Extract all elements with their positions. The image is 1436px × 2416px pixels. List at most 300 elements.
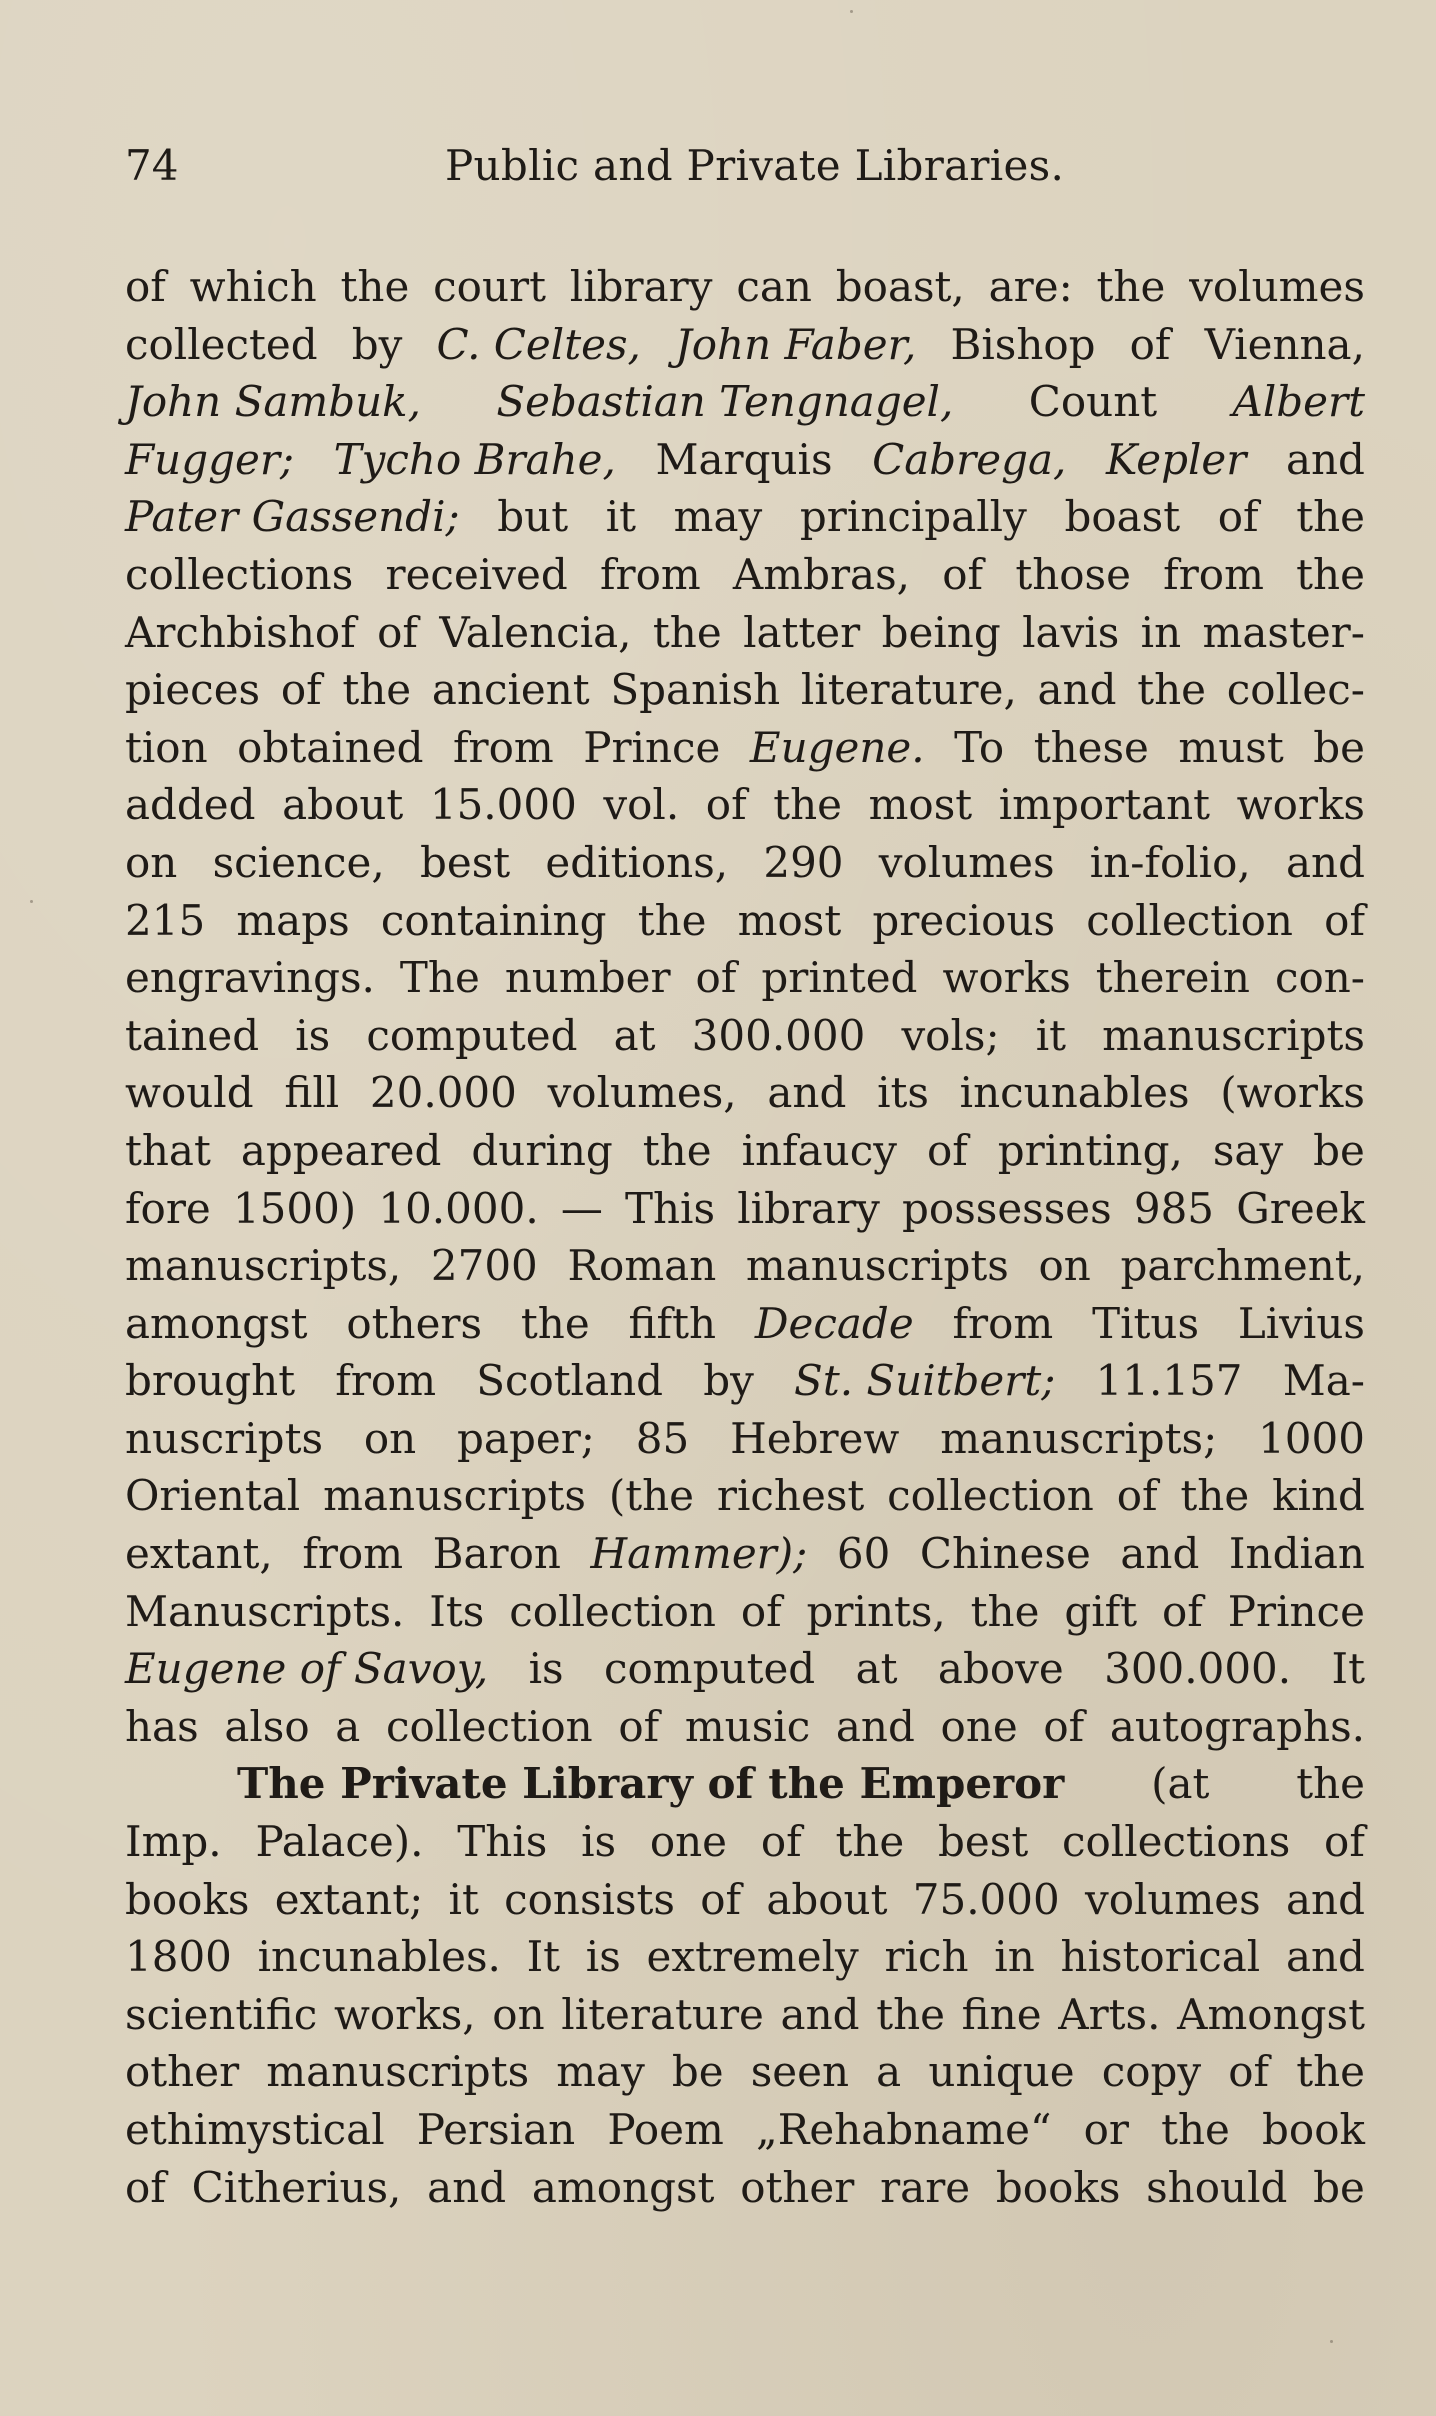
word: the	[773, 780, 842, 830]
text-line	[125, 258, 1365, 316]
word: 2700	[430, 1241, 538, 1291]
word: most	[737, 895, 842, 945]
word: scientific	[125, 1989, 318, 2039]
word: brought	[125, 1356, 296, 1406]
word: and	[780, 1989, 860, 2039]
word: tained	[125, 1010, 260, 1060]
word: paper;	[457, 1413, 595, 1463]
word: and	[1285, 434, 1365, 484]
word: of	[1129, 319, 1171, 369]
word: in-folio,	[1089, 837, 1251, 887]
word: The	[399, 953, 480, 1003]
word: and	[1285, 837, 1365, 887]
word: fifth	[628, 1298, 717, 1348]
word: of	[125, 2162, 166, 2212]
paper-speck	[1330, 2340, 1333, 2343]
page-header	[125, 136, 1365, 196]
word: of	[1324, 895, 1365, 945]
word: has	[125, 1701, 199, 1751]
text-line	[125, 1467, 1365, 1525]
word: collection	[887, 1471, 1094, 1521]
word: boast	[1064, 492, 1181, 542]
word: those	[1015, 549, 1131, 599]
text-line	[125, 546, 1365, 604]
word: and	[835, 1701, 915, 1751]
word: This	[457, 1817, 548, 1867]
word: amongst	[531, 2162, 715, 2212]
text-line	[125, 2043, 1365, 2101]
word: computed	[366, 1010, 578, 1060]
word: Marquis	[655, 434, 833, 484]
word: and	[1120, 1529, 1200, 1579]
word: library	[569, 262, 713, 311]
word: 1500)	[232, 1183, 357, 1233]
word: 15.000	[429, 780, 577, 830]
italic-word: Tycho Brahe,	[333, 434, 616, 484]
text-line	[125, 661, 1365, 719]
word: tion	[125, 722, 208, 772]
text-line	[125, 2159, 1365, 2217]
word: To	[954, 722, 1005, 772]
word: would	[125, 1068, 254, 1118]
word: from	[335, 1356, 437, 1406]
word: Ambras,	[732, 549, 910, 599]
word: obtained	[237, 722, 424, 772]
word: incunables.	[257, 1932, 501, 1982]
word: of	[760, 1817, 802, 1867]
word: from	[599, 549, 701, 599]
word: and	[427, 2162, 507, 2212]
word: received	[385, 549, 568, 599]
word: extant;	[274, 1874, 424, 1924]
text-line	[125, 373, 1365, 431]
word: 1000	[1258, 1413, 1365, 1463]
word: incunables	[959, 1068, 1190, 1118]
word: Manuscripts.	[125, 1586, 405, 1636]
word: collections	[125, 549, 354, 599]
word: Prince	[583, 722, 721, 772]
word: vols;	[901, 1010, 1000, 1060]
word: of	[740, 1586, 782, 1636]
word: on	[492, 1989, 545, 2039]
word: from	[452, 722, 554, 772]
word: of	[125, 262, 166, 311]
word: the	[1096, 262, 1166, 311]
text-line	[125, 1928, 1365, 1986]
word: say	[1212, 1125, 1284, 1175]
word: books	[995, 2162, 1121, 2212]
word: boast,	[835, 262, 965, 311]
word: Livius	[1237, 1298, 1365, 1348]
word: can	[736, 262, 812, 311]
word: Spanish	[610, 665, 781, 715]
word: Hebrew	[730, 1413, 900, 1463]
word: of	[705, 780, 747, 830]
word: infaucy	[741, 1125, 897, 1175]
word: it	[1035, 1010, 1066, 1060]
italic-word: Sebastian Tengnagel,	[496, 377, 954, 427]
word: ancient	[431, 665, 590, 715]
word: Ma-	[1282, 1356, 1365, 1406]
running-title: Public and Private Libraries.	[445, 141, 1065, 190]
text-line	[125, 1122, 1365, 1180]
word: the	[1161, 2105, 1230, 2154]
word: collection	[385, 1701, 593, 1751]
word: on	[125, 837, 178, 887]
word: of	[377, 607, 418, 657]
word: 85	[635, 1413, 690, 1463]
word: of	[1043, 1701, 1085, 1751]
word: others	[346, 1298, 483, 1348]
word: the	[642, 1125, 712, 1175]
italic-word: Eugene.	[749, 722, 925, 772]
word: volumes	[1189, 262, 1365, 311]
word: the	[970, 1586, 1040, 1636]
word: 1800	[125, 1932, 232, 1982]
word: the	[835, 1817, 905, 1867]
word: music	[684, 1701, 811, 1751]
word: 300.000	[691, 1010, 866, 1060]
word: extant,	[125, 1529, 273, 1579]
word: at	[613, 1010, 656, 1060]
word: Chinese	[919, 1529, 1091, 1579]
word: computed	[604, 1644, 816, 1694]
word: collected	[125, 319, 318, 369]
italic-word: John Faber,	[674, 319, 917, 369]
word: Imp.	[125, 1817, 222, 1867]
word: by	[351, 319, 403, 369]
word: these	[1033, 722, 1149, 772]
word: amongst	[125, 1298, 308, 1348]
word: from	[952, 1298, 1054, 1348]
text-line	[125, 1755, 1365, 1813]
word: Count	[1028, 377, 1158, 427]
word: court	[433, 262, 546, 311]
word: Roman	[567, 1241, 717, 1291]
word: at	[855, 1644, 898, 1694]
word: the	[520, 1298, 590, 1348]
text-line	[125, 1180, 1365, 1238]
word: con-	[1274, 953, 1365, 1003]
body-text	[125, 258, 1365, 2216]
word: This	[624, 1183, 716, 1233]
word: 20.000	[369, 1068, 517, 1118]
word: also	[224, 1701, 310, 1751]
italic-word: Kepler	[1106, 434, 1247, 484]
word: literature,	[800, 665, 1017, 715]
word: manuscripts,	[125, 1241, 402, 1291]
bold-heading-text: The Private Library of the Emperor	[237, 1759, 1065, 1809]
word: fore	[125, 1183, 211, 1233]
word: a	[335, 1701, 361, 1751]
word: and	[1285, 1932, 1365, 1982]
text-line	[125, 2101, 1365, 2159]
text-line	[125, 1352, 1365, 1410]
word: works	[1236, 780, 1365, 830]
word: collection	[1086, 895, 1293, 945]
word: may	[556, 2047, 645, 2097]
word: It	[1331, 1644, 1365, 1694]
italic-word: Decade	[754, 1298, 914, 1348]
word: about	[766, 1874, 888, 1924]
italic-word: Eugene of Savoy,	[125, 1644, 489, 1694]
word: should	[1146, 2162, 1288, 2212]
italic-word: St. Suitbert;	[794, 1356, 1056, 1406]
text-line	[125, 488, 1365, 546]
word: rare	[880, 2162, 971, 2212]
italic-word: Pater Gassendi;	[125, 492, 460, 542]
word: editions,	[545, 837, 729, 887]
paper-speck	[30, 900, 33, 903]
word: a	[876, 2047, 902, 2097]
word: science,	[212, 837, 385, 887]
word: engravings.	[125, 953, 375, 1003]
word: works	[942, 953, 1071, 1003]
word: Persian	[416, 2105, 576, 2154]
word: is	[581, 1817, 617, 1867]
word: (at	[1151, 1759, 1210, 1809]
word: maps	[236, 895, 350, 945]
text-line	[125, 949, 1365, 1007]
word: is	[295, 1010, 331, 1060]
word: manuscripts	[266, 2047, 530, 2097]
word: important	[998, 780, 1211, 830]
text-line	[125, 1583, 1365, 1641]
word: one	[649, 1817, 728, 1867]
word: library	[737, 1183, 880, 1233]
word: may	[673, 492, 763, 542]
word: printing,	[997, 1125, 1183, 1175]
word: Vienna,	[1204, 319, 1365, 369]
word: of	[1217, 492, 1259, 542]
word: containing	[380, 895, 607, 945]
word: Archbishof	[125, 607, 356, 657]
word: of	[700, 1874, 742, 1924]
word: the	[1296, 1759, 1365, 1809]
word: Bishop	[950, 319, 1096, 369]
word: 215	[125, 895, 206, 945]
text-line	[125, 719, 1365, 777]
word: possesses	[902, 1183, 1112, 1233]
word: Baron	[432, 1529, 561, 1579]
word: vol.	[603, 780, 680, 830]
text-line	[125, 1986, 1365, 2044]
word: on	[1038, 1241, 1091, 1291]
word: books	[125, 1874, 250, 1924]
word: on	[363, 1413, 417, 1463]
word: autographs.	[1109, 1701, 1365, 1751]
word: of	[695, 953, 737, 1003]
text-line	[125, 1871, 1365, 1929]
word: principally	[799, 492, 1027, 542]
word: being	[881, 607, 1001, 657]
word: be	[1313, 722, 1365, 772]
text-line	[125, 1007, 1365, 1065]
word: fill	[284, 1068, 340, 1118]
word: one	[940, 1701, 1018, 1751]
word: pieces	[125, 665, 261, 715]
word: Indian	[1228, 1529, 1365, 1579]
word: the	[340, 262, 410, 311]
word: of	[618, 1701, 660, 1751]
word: rich	[884, 1932, 969, 1982]
word: is	[585, 1932, 621, 1982]
text-line	[125, 1813, 1365, 1871]
text-line	[125, 1410, 1365, 1468]
word: precious	[872, 895, 1056, 945]
word: its	[877, 1068, 929, 1118]
word: Palace).	[255, 1817, 424, 1867]
word: kind	[1272, 1471, 1365, 1521]
word: the	[342, 665, 412, 715]
word: which	[189, 262, 317, 311]
word: seen	[750, 2047, 850, 2097]
word: works,	[333, 1989, 476, 2039]
word: it	[605, 492, 637, 542]
word: —	[560, 1183, 603, 1233]
italic-word: John Sambuk,	[125, 377, 421, 427]
word: Poem	[607, 2105, 724, 2154]
word: of	[1228, 2047, 1270, 2097]
text-line	[125, 776, 1365, 834]
text-line	[125, 892, 1365, 950]
word: during	[471, 1125, 613, 1175]
word: fine	[961, 1989, 1042, 2039]
word: printed	[761, 953, 918, 1003]
word: collec-	[1226, 665, 1365, 715]
word: the	[876, 1989, 945, 2039]
italic-word: Fugger;	[125, 434, 295, 484]
word: and	[1037, 665, 1117, 715]
word: Titus	[1092, 1298, 1200, 1348]
word: is	[528, 1644, 564, 1694]
word: therein	[1095, 953, 1250, 1003]
word: be	[1313, 2162, 1365, 2212]
word: other	[740, 2162, 855, 2212]
word: Arts.	[1058, 1989, 1161, 2039]
word: the	[1296, 2047, 1365, 2097]
word: collection	[509, 1586, 716, 1636]
word: collections	[1062, 1817, 1291, 1867]
word: Greek	[1236, 1183, 1365, 1233]
word: volumes,	[547, 1068, 737, 1118]
word: are:	[988, 262, 1073, 311]
word: appeared	[240, 1125, 442, 1175]
word: literature	[561, 1989, 764, 2039]
word: ethimystical	[125, 2105, 385, 2154]
word: the	[652, 607, 722, 657]
word: of	[1116, 1471, 1158, 1521]
word: it	[448, 1874, 479, 1924]
word: and	[767, 1068, 847, 1118]
word: be	[1313, 1125, 1365, 1175]
word: about	[282, 780, 404, 830]
word: volumes	[1084, 1874, 1261, 1924]
word: of	[1324, 1817, 1365, 1867]
word: the	[1180, 1471, 1250, 1521]
word: the	[1296, 549, 1365, 599]
text-line	[125, 1064, 1365, 1122]
word: richest	[716, 1471, 865, 1521]
word: best	[419, 837, 511, 887]
word: of	[1162, 1586, 1203, 1636]
word: most	[868, 780, 973, 830]
word: the	[637, 895, 707, 945]
text-line	[125, 604, 1365, 662]
word: the	[1137, 665, 1207, 715]
word: historical	[1060, 1932, 1261, 1982]
word: number	[504, 953, 671, 1003]
word: or	[1083, 2105, 1129, 2154]
italic-word: Albert	[1232, 377, 1365, 427]
word: volumes	[878, 837, 1055, 887]
word: 10.000.	[378, 1183, 539, 1233]
word: of	[942, 549, 984, 599]
word: manuscripts;	[940, 1413, 1218, 1463]
word: the	[1296, 492, 1365, 542]
word: and	[1285, 1874, 1365, 1924]
text-line	[125, 316, 1365, 374]
text-line	[125, 431, 1365, 489]
word: be	[671, 2047, 724, 2097]
italic-word: C. Celtes,	[436, 319, 641, 369]
text-line	[125, 834, 1365, 892]
word: Its	[429, 1586, 485, 1636]
word: must	[1178, 722, 1284, 772]
word: that	[125, 1125, 211, 1175]
paper-speck	[850, 10, 853, 13]
page-number: 74	[125, 141, 179, 190]
word: It	[526, 1932, 561, 1982]
text-line	[125, 1237, 1365, 1295]
word: extremely	[646, 1932, 859, 1982]
word: „Rehabname“	[755, 2105, 1052, 2154]
word: of	[280, 665, 322, 715]
italic-word: Cabrega,	[872, 434, 1067, 484]
word: latter	[743, 607, 861, 657]
word: (works	[1220, 1068, 1365, 1118]
word: 60	[836, 1529, 891, 1579]
word: Amongst	[1177, 1989, 1365, 2039]
word: above	[937, 1644, 1064, 1694]
text-line	[125, 1525, 1365, 1583]
word: copy	[1101, 2047, 1202, 2097]
word: from	[302, 1529, 404, 1579]
word: 985	[1133, 1183, 1215, 1233]
word: in	[1140, 607, 1182, 657]
word: 290	[763, 837, 844, 887]
word: lavis	[1022, 607, 1120, 657]
word: but	[497, 492, 569, 542]
word: Prince	[1227, 1586, 1365, 1636]
word: of	[926, 1125, 968, 1175]
word: unique	[928, 2047, 1075, 2097]
word: manuscripts	[745, 1241, 1009, 1291]
word: added	[125, 780, 256, 830]
text-line	[125, 1698, 1365, 1756]
word: Citherius,	[191, 2162, 402, 2212]
word: 300.000.	[1104, 1644, 1292, 1694]
word: 75.000	[912, 1874, 1060, 1924]
word: manuscripts	[323, 1471, 586, 1521]
word: prints,	[806, 1586, 946, 1636]
italic-word: Hammer);	[590, 1529, 808, 1579]
word: (the	[608, 1471, 694, 1521]
word: manuscripts	[1102, 1010, 1365, 1060]
word: master-	[1202, 607, 1365, 657]
word: Oriental	[125, 1471, 301, 1521]
word: nuscripts	[125, 1413, 324, 1463]
